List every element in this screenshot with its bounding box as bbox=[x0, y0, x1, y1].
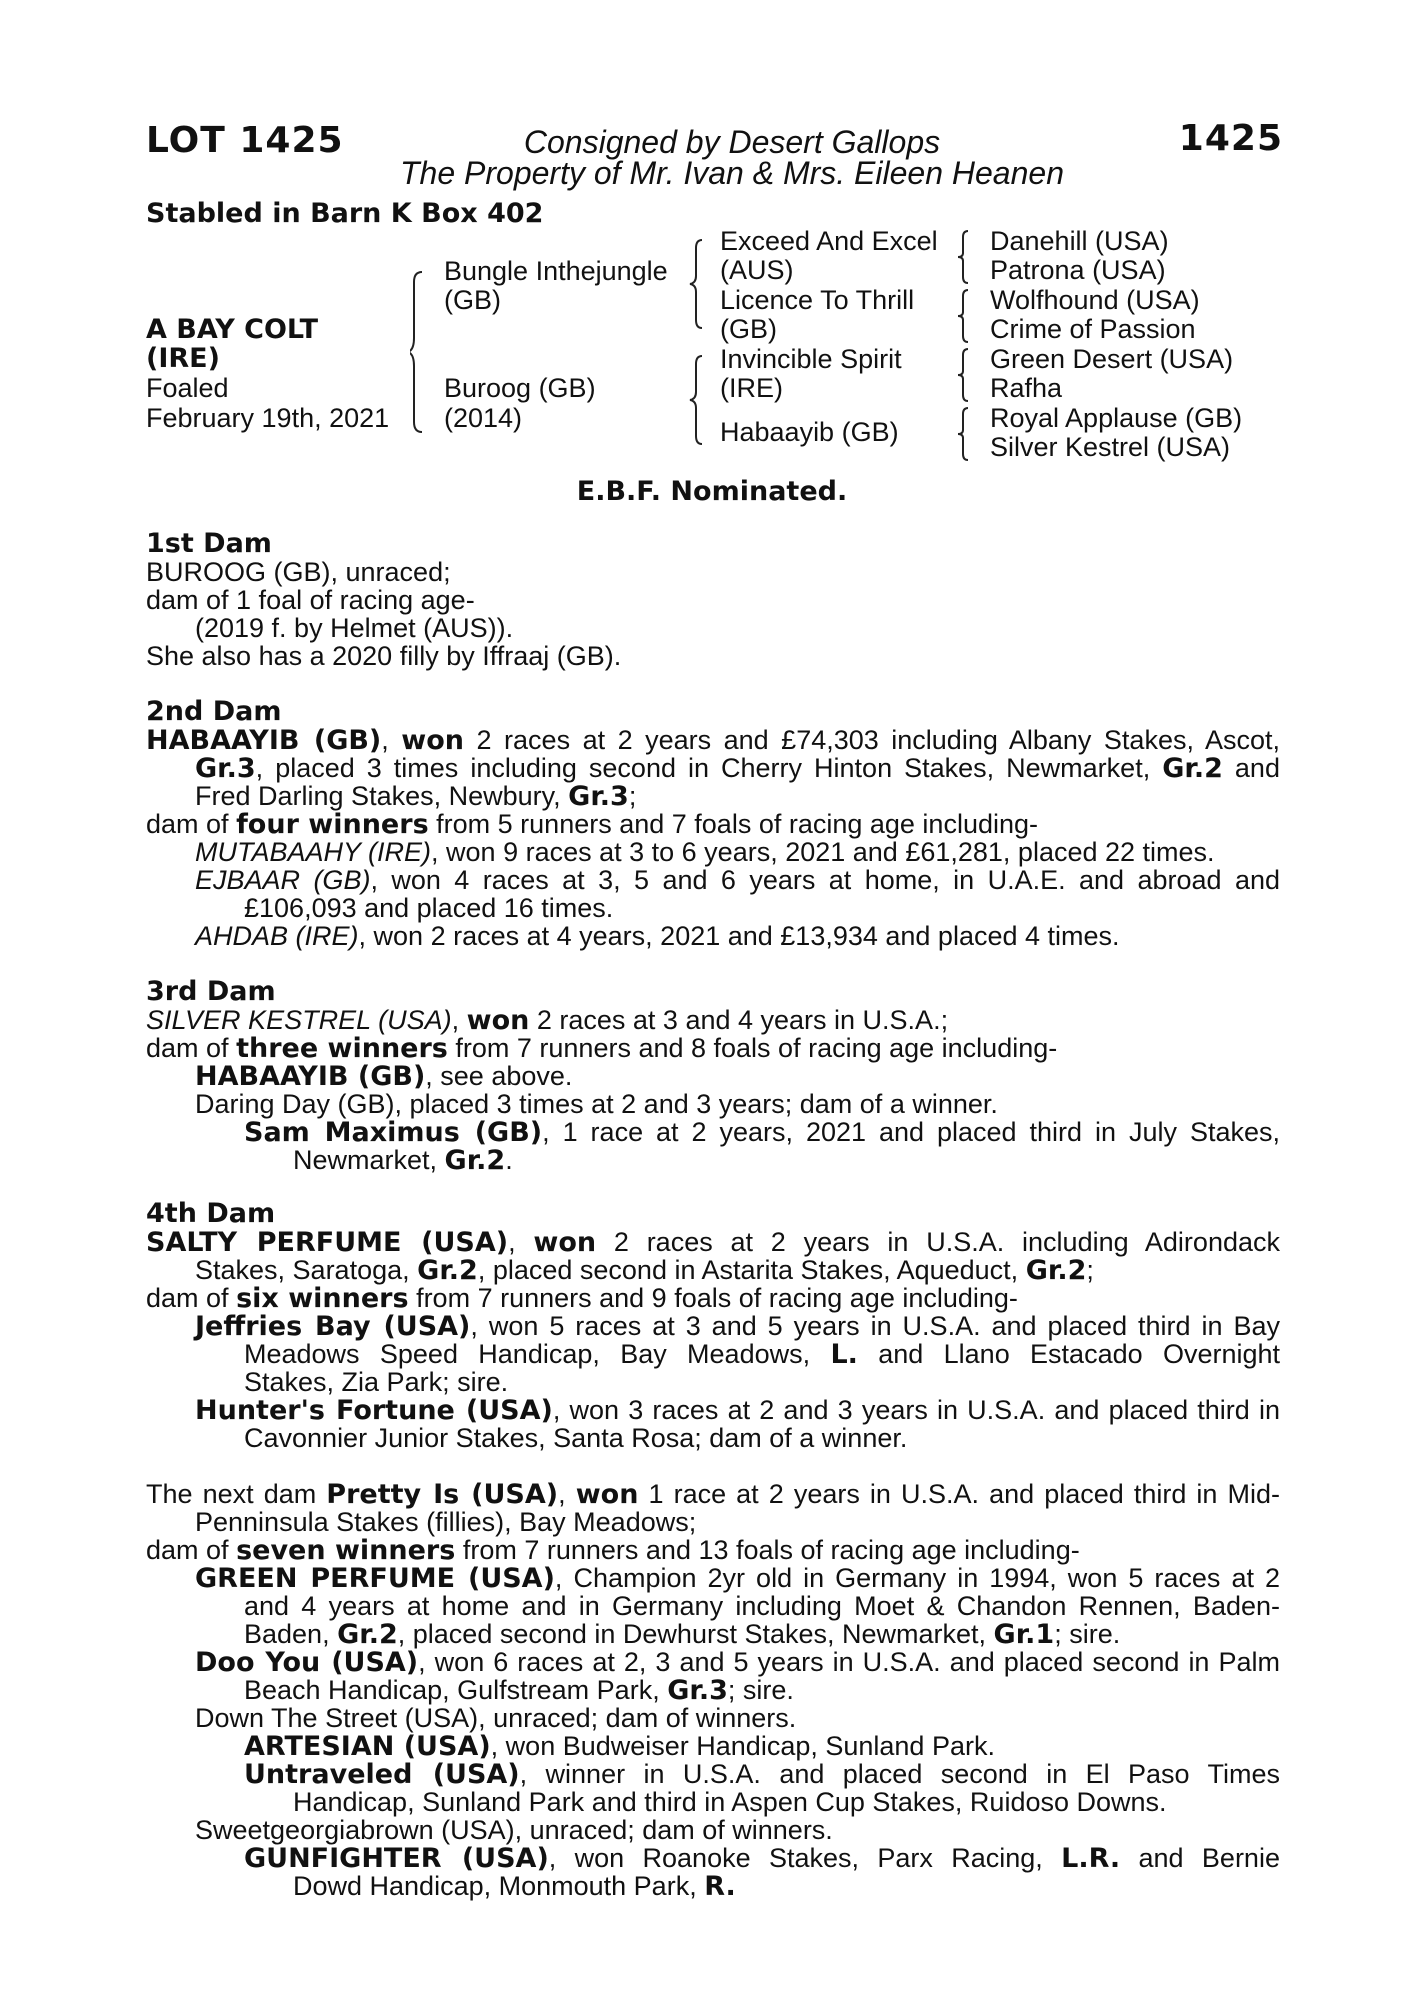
horse-name: EJBAAR (GB) bbox=[195, 865, 371, 895]
text-line: dam of 1 foal of racing age- bbox=[146, 585, 475, 615]
pedigree-brace-main bbox=[410, 270, 424, 435]
text-line: (2019 f. by Helmet (AUS)). bbox=[195, 613, 514, 643]
horse-name: Pretty Is (USA) bbox=[326, 1479, 559, 1510]
text: , won 5 races at 3 and 5 years in U.S.A. and placed third in Bay bbox=[470, 1311, 1280, 1341]
grade: Gr.2 bbox=[417, 1255, 478, 1286]
text: The next dam bbox=[146, 1479, 317, 1509]
text-line: HABAAYIB (GB), won 2 races at 2 years and £74,303 including Albany Stakes, Ascot, bbox=[146, 725, 1281, 756]
text: , won 4 races at 3, 5 and 6 years at home, in U.A.E. and abroad and bbox=[370, 865, 1281, 895]
text-line bbox=[146, 754, 1280, 782]
text-line: Handicap, Sunland Park and third in Aspen Cup Stakes, Ruidoso Downs. bbox=[293, 1787, 1167, 1817]
text: , placed second in Astarita Stakes, Aqueduct, bbox=[477, 1255, 1019, 1285]
text: , placed 3 times including second in Cherry Hinton Stakes, Newmarket, bbox=[255, 753, 1151, 783]
pedigree-brace-ggs-2 bbox=[956, 288, 972, 349]
text: , won 9 races at 3 to 6 years, 2021 and £61,281, placed 22 times. bbox=[431, 837, 1215, 867]
text-line bbox=[146, 922, 1280, 950]
great-grandparent-4: Crime of Passion bbox=[990, 314, 1196, 344]
text-line: £106,093 and placed 16 times. bbox=[244, 893, 614, 923]
text: Dowd Handicap, Monmouth Park, bbox=[293, 1871, 697, 1901]
grade: R. bbox=[704, 1871, 736, 1902]
grade: Gr.2 bbox=[1162, 753, 1223, 784]
horse-name: ARTESIAN (USA) bbox=[244, 1731, 491, 1762]
horse-name: HABAAYIB (GB) bbox=[146, 725, 382, 756]
text-line bbox=[146, 1648, 1280, 1676]
text-line: Stakes, Zia Park; sire. bbox=[244, 1367, 509, 1397]
winners-count: four winners bbox=[236, 809, 429, 840]
text-line bbox=[146, 838, 1280, 866]
text: from 7 runners and 8 foals of racing age including- bbox=[455, 1033, 1058, 1063]
dam-year: (2014) bbox=[444, 403, 523, 433]
great-grandparent-7: Royal Applause (GB) bbox=[990, 403, 1243, 433]
text: dam of bbox=[146, 1535, 229, 1565]
horse-name: GREEN PERFUME (USA) bbox=[195, 1563, 555, 1594]
won-label: won bbox=[575, 1479, 639, 1510]
grade: Gr.3 bbox=[667, 1675, 728, 1706]
text-line bbox=[146, 782, 1280, 810]
text: Meadows Speed Handicap, Bay Meadows, bbox=[244, 1339, 811, 1369]
text: Baden, bbox=[244, 1619, 330, 1649]
third-dam-heading: 3rd Dam bbox=[146, 976, 276, 1007]
text-line: SALTY PERFUME (USA), won 2 races at 2 years in U.S.A. including Adirondack bbox=[146, 1227, 1280, 1258]
text: and Llano Estacado Overnight bbox=[878, 1339, 1280, 1369]
won-label: won bbox=[466, 1005, 530, 1036]
horse-name: AHDAB (IRE) bbox=[195, 921, 359, 951]
text: , winner in U.S.A. and placed second in El Paso Times bbox=[519, 1759, 1280, 1789]
text: dam of bbox=[146, 1283, 229, 1313]
text: dam of bbox=[146, 809, 229, 839]
text-line bbox=[146, 866, 1280, 894]
consignor: Consigned by Desert Gallops bbox=[523, 124, 941, 160]
winners-count: six winners bbox=[236, 1283, 409, 1314]
horse-name: Hunter's Fortune (USA) bbox=[195, 1395, 553, 1426]
great-grandparent-5: Green Desert (USA) bbox=[990, 344, 1234, 374]
pedigree-brace-sire bbox=[688, 238, 708, 335]
text: . bbox=[505, 1145, 513, 1175]
first-dam-heading: 1st Dam bbox=[146, 528, 272, 559]
text: from 5 runners and 7 foals of racing age including- bbox=[436, 809, 1039, 839]
text-line: SILVER KESTREL (USA), won 2 races at 3 and 4 years in U.S.A.; bbox=[146, 1005, 949, 1036]
text: 2 races at 2 years in U.S.A. including Adirondack bbox=[613, 1227, 1280, 1257]
horse-name: Sam Maximus (GB) bbox=[244, 1117, 543, 1148]
text: from 7 runners and 13 foals of racing age including- bbox=[462, 1535, 1080, 1565]
winners-count: seven winners bbox=[236, 1535, 456, 1566]
horse-name: SALTY PERFUME (USA) bbox=[146, 1227, 509, 1258]
foaled-date: February 19th, 2021 bbox=[146, 403, 390, 433]
text: from 7 runners and 9 foals of racing age including- bbox=[416, 1283, 1018, 1313]
granddam-1-origin: (GB) bbox=[720, 314, 777, 344]
text-line bbox=[146, 1760, 1280, 1788]
text-line bbox=[146, 1536, 1280, 1564]
text: , see above. bbox=[425, 1061, 573, 1091]
stabled-location: Stabled in Barn K Box 402 bbox=[146, 198, 544, 229]
text: Newmarket, bbox=[293, 1145, 438, 1175]
great-grandparent-3: Wolfhound (USA) bbox=[990, 285, 1200, 315]
second-dam-section bbox=[146, 698, 1280, 950]
text: ; sire. bbox=[727, 1675, 794, 1705]
horse-name: MUTABAAHY (IRE) bbox=[195, 837, 432, 867]
grade: L. bbox=[830, 1339, 858, 1370]
horse-name: Untraveled (USA) bbox=[244, 1759, 520, 1790]
grandsire-1-origin: (AUS) bbox=[720, 255, 794, 285]
first-dam-section bbox=[146, 530, 1280, 670]
sire-name: Bungle Inthejungle bbox=[444, 256, 668, 286]
text: and bbox=[1234, 753, 1280, 783]
text: 1 race at 2 years in U.S.A. and placed third in Mid- bbox=[648, 1479, 1280, 1509]
text: ; bbox=[1086, 1255, 1094, 1285]
text-line: and 4 years at home and in Germany including Moet & Chandon Rennen, Baden- bbox=[244, 1591, 1280, 1621]
text: , won Budweiser Handicap, Sunland Park. bbox=[490, 1731, 995, 1761]
text-line: BUROOG (GB), unraced; bbox=[146, 557, 451, 587]
text-line: She also has a 2020 filly by Iffraaj (GB). bbox=[146, 641, 622, 671]
dam-name: Buroog (GB) bbox=[444, 373, 596, 403]
text-line bbox=[146, 1620, 1280, 1648]
fourth-dam-heading: 4th Dam bbox=[146, 1198, 276, 1229]
text-line: Cavonnier Junior Stakes, Santa Rosa; dam of a winner. bbox=[244, 1423, 908, 1453]
text: ; sire. bbox=[1054, 1619, 1121, 1649]
text-line bbox=[146, 1062, 1280, 1090]
text-line: The next dam Pretty Is (USA), won 1 race at 2 years in U.S.A. and placed third in Mid- bbox=[146, 1479, 1280, 1510]
horse-name: Jeffries Bay (USA) bbox=[195, 1311, 471, 1342]
text-line bbox=[146, 1732, 1280, 1760]
text: ; bbox=[628, 781, 637, 811]
horse-name: GUNFIGHTER (USA) bbox=[244, 1843, 549, 1874]
horse-name: SILVER KESTREL (USA) bbox=[146, 1005, 452, 1035]
grade: Gr.2 bbox=[337, 1619, 398, 1650]
horse-origin: (IRE) bbox=[146, 343, 220, 374]
text-line bbox=[146, 1396, 1280, 1424]
ebf-nominated: E.B.F. Nominated. bbox=[576, 476, 848, 507]
winners-count: three winners bbox=[236, 1033, 448, 1064]
second-dam-heading: 2nd Dam bbox=[146, 696, 282, 727]
grandsire-2-origin: (IRE) bbox=[720, 373, 783, 403]
grade: L.R. bbox=[1061, 1843, 1121, 1874]
fourth-dam-section bbox=[146, 1200, 1280, 1452]
great-grandparent-8: Silver Kestrel (USA) bbox=[990, 432, 1231, 462]
text: , Champion 2yr old in Germany in 1994, won 5 races at 2 bbox=[554, 1563, 1280, 1593]
pedigree-brace-ggs-3 bbox=[956, 347, 972, 408]
third-dam-section bbox=[146, 978, 1280, 1174]
text: , won 2 races at 4 years, 2021 and £13,934 and placed 4 times. bbox=[358, 921, 1120, 951]
grade: Gr.1 bbox=[993, 1619, 1055, 1650]
grade: Gr.2 bbox=[1025, 1255, 1087, 1286]
pedigree-brace-dam bbox=[688, 354, 708, 451]
text-line bbox=[146, 1844, 1280, 1872]
grandsire-1: Exceed And Excel bbox=[720, 226, 938, 256]
text: , 1 race at 2 years, 2021 and placed third in July Stakes, bbox=[542, 1117, 1280, 1147]
text: , placed second in Dewhurst Stakes, Newmarket, bbox=[397, 1619, 987, 1649]
grade: Gr.3 bbox=[195, 753, 256, 784]
lot-label: LOT 1425 bbox=[146, 120, 344, 161]
won-label: won bbox=[533, 1227, 597, 1258]
text-line: Daring Day (GB), placed 3 times at 2 and 3 years; dam of a winner. bbox=[195, 1089, 998, 1119]
foaled-label: Foaled bbox=[146, 373, 229, 403]
text-line bbox=[146, 1118, 1280, 1146]
text-line bbox=[146, 1676, 1280, 1704]
text: Stakes, Saratoga, bbox=[195, 1255, 410, 1285]
property-owner: The Property of Mr. Ivan & Mrs. Eileen Heanen bbox=[400, 155, 1064, 191]
text-line bbox=[146, 810, 1280, 838]
won-label: won bbox=[401, 725, 465, 756]
horse-name: HABAAYIB (GB) bbox=[195, 1061, 426, 1092]
sire-origin: (GB) bbox=[444, 285, 501, 315]
text: , won 6 races at 2, 3 and 5 years in U.S.A. and placed second in Palm bbox=[418, 1647, 1280, 1677]
text-line bbox=[146, 1146, 1280, 1174]
text: dam of bbox=[146, 1033, 229, 1063]
text-line bbox=[146, 1034, 1280, 1062]
lot-number: 1425 bbox=[1178, 118, 1283, 159]
next-dam-section bbox=[146, 1480, 1280, 1900]
text: , won Roanoke Stakes, Parx Racing, bbox=[548, 1843, 1043, 1873]
text-line bbox=[146, 1312, 1280, 1340]
great-grandparent-1: Danehill (USA) bbox=[990, 226, 1169, 256]
grade: Gr.3 bbox=[568, 781, 629, 812]
text: , won 3 races at 2 and 3 years in U.S.A. and placed third in bbox=[552, 1395, 1280, 1425]
text: and Bernie bbox=[1138, 1843, 1280, 1873]
granddam-1: Licence To Thrill bbox=[720, 285, 915, 315]
text-line: Down The Street (USA), unraced; dam of winners. bbox=[195, 1703, 797, 1733]
text: Beach Handicap, Gulfstream Park, bbox=[244, 1675, 660, 1705]
grandsire-2: Invincible Spirit bbox=[720, 344, 902, 374]
text: Fred Darling Stakes, Newbury, bbox=[195, 781, 561, 811]
text-line bbox=[146, 1284, 1280, 1312]
horse-name: Doo You (USA) bbox=[195, 1647, 419, 1678]
great-grandparent-6: Rafha bbox=[990, 373, 1063, 403]
text: 2 races at 3 and 4 years in U.S.A.; bbox=[536, 1005, 949, 1035]
granddam-2: Habaayib (GB) bbox=[720, 417, 899, 447]
pedigree-brace-ggs-4 bbox=[956, 406, 972, 467]
text-line bbox=[146, 1256, 1280, 1284]
grade: Gr.2 bbox=[444, 1145, 506, 1176]
text-line bbox=[146, 1564, 1280, 1592]
text-line: Penninsula Stakes (fillies), Bay Meadows; bbox=[195, 1507, 697, 1537]
text: 2 races at 2 years and £74,303 including Albany Stakes, Ascot, bbox=[476, 725, 1281, 755]
horse-description: A BAY COLT bbox=[146, 314, 319, 345]
pedigree-brace-ggs-1 bbox=[956, 229, 972, 290]
text-line bbox=[146, 1872, 1280, 1900]
text-line bbox=[146, 1340, 1280, 1368]
great-grandparent-2: Patrona (USA) bbox=[990, 255, 1166, 285]
text-line: Sweetgeorgiabrown (USA), unraced; dam of winners. bbox=[195, 1815, 833, 1845]
